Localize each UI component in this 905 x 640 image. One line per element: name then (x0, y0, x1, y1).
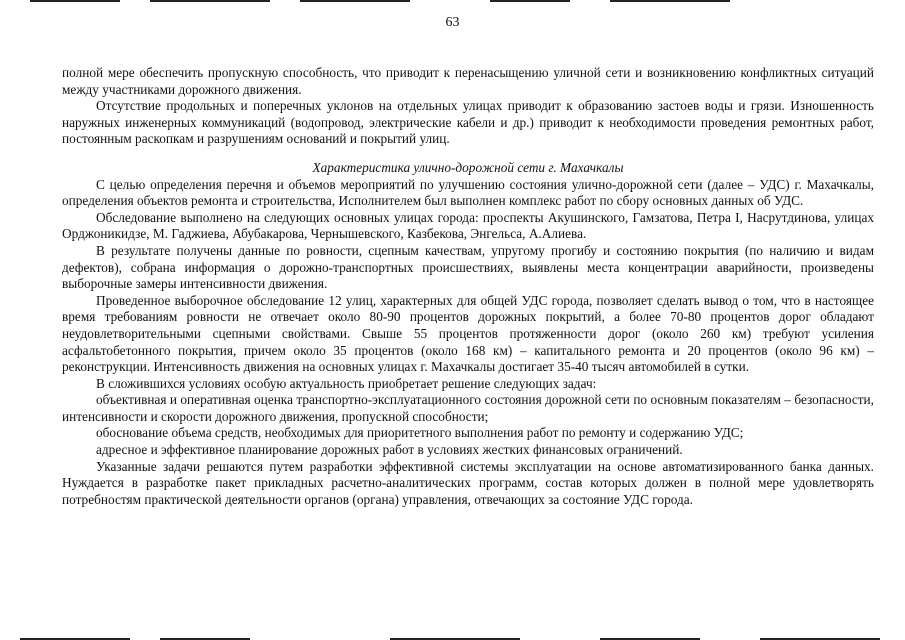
top-border-segment (610, 0, 730, 2)
list-item: обоснование объема средств, необходимых для приоритетного выполнения работ по ремонту и содержанию УДС; (96, 425, 744, 441)
list-item: объективная и оперативная оценка транспортно-эксплуатационного состояния дорожной сети по основным показателям – безопасности, интенсивности и скорости дорожного движения, пропускной способности; (62, 392, 874, 424)
top-scan-border (0, 0, 905, 4)
paragraph: Указанные задачи решаются путем разработки эффективной системы эксплуатации на основе автоматизированного банка данных. Нуждается в разработке пакет прикладных расчетно-аналитических программ, состав которых должен в полной мере удовлетворять потребностям практической деятельности органов (органа) управления, отвечающих за состояние УДС города. (62, 458, 874, 507)
paragraph: С целью определения перечня и объемов мероприятий по улучшению состояния улично-дорожной сети (далее – УДС) г. Махачкалы, определения объектов ремонта и строительства, Исполнителем был выполнен комплекс работ по сбору основных данных об УДС. (62, 176, 874, 209)
document-body (62, 65, 874, 508)
paragraph-continued: полной мере обеспечить пропускную способность, что приводит к перенасыщению уличной сети и возникновению конфликтных ситуаций между участниками дорожного движения. (62, 65, 874, 97)
paragraph: В результате получены данные по ровности, сцепным качествам, упругому прогибу и состоянию покрытия (по наличию и видам дефектов), собрана информация о дорожно-транспортных происшествиях, выявлены места концентрации аварийности, произведены выборочные замеры интенсивности движения. (62, 242, 874, 292)
top-border-segment (30, 0, 120, 2)
paragraph: В сложившихся условиях особую актуальность приобретает решение следующих задач: (96, 375, 597, 391)
paragraph: Обследование выполнено на следующих основных улицах города: проспекты Акушинского, Гамзатова, Петра I, Насрутдинова, улицах Орджоникидзе, М. Гаджиева, Абубакарова, Чернышевского, Казбекова, Энгельса, А.Алиева. (62, 209, 874, 242)
paragraph: Отсутствие продольных и поперечных уклонов на отдельных улицах приводит к образованию застоев воды и грязи. Изношенность наружных инженерных коммуникаций (водопровод, электрические кабели и др.) приводит к необходимости проведения ремонтных работ, постоянным раскопкам и разрушениям оснований и покрытий улиц. (62, 98, 874, 147)
section-heading: Характеристика улично-дорожной сети г. Махачкалы (312, 159, 624, 175)
top-border-segment (150, 0, 270, 2)
paragraph: Проведенное выборочное обследование 12 улиц, характерных для общей УДС города, позволяет сделать вывод о том, что в настоящее время требованиям ровности не отвечает около 80-90 процентов дорожных покрытий, а более 70-80 процентов дорог обладают неудовлетворительными сцепными свойствами. Свыше 55 процентов протяженности дорог (около 260 км) требуют усиления асфальтобетонного покрытия, причем около 35 процентов (около 168 км) – капитального ремонта и 20 процентов (около 96 км) – реконструкции. Интенсивность движения на основных улицах г. Махачкалы достигает 35-40 тысяч автомобилей в сутки. (62, 292, 874, 375)
page-number: 63 (445, 15, 460, 30)
top-border-segment (300, 0, 410, 2)
top-border-segment (490, 0, 570, 2)
list-item: адресное и эффективное планирование дорожных работ в условиях жестких финансовых ограничений. (96, 442, 683, 458)
bottom-scan-border (0, 636, 905, 640)
